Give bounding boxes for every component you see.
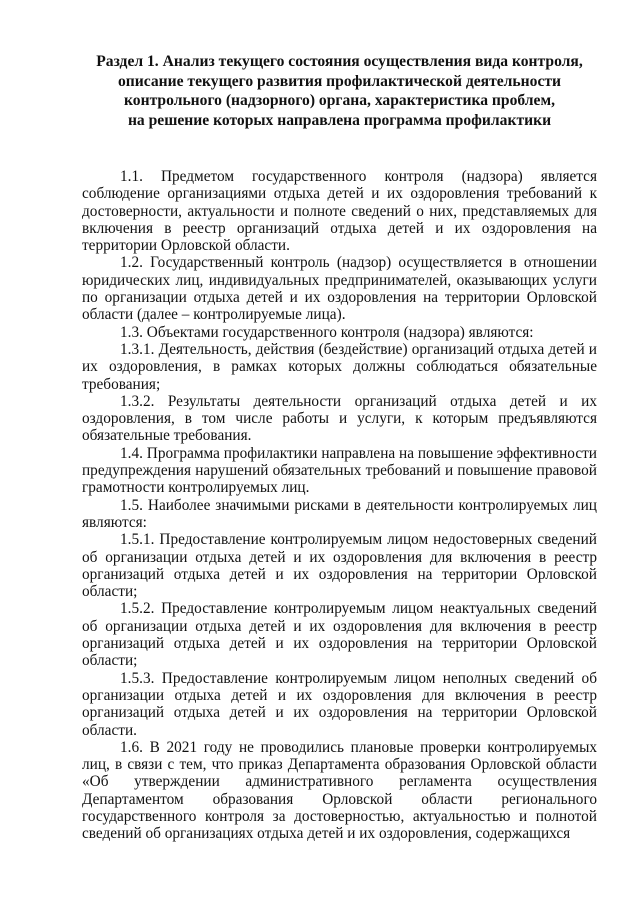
paragraph-1-5-2: 1.5.2. Предоставление контролируемым лицом неактуальных сведений об организации отдыха детей и их оздоровления для включения в реестр организаций отдыха детей и их оздоровления на территории Орловской области; [82, 600, 597, 670]
paragraph-1-3-2: 1.3.2. Результаты деятельности организаций отдыха детей и их оздоровления, в том числе работы и услуги, к которым предъявляются обязательные требования. [82, 392, 597, 445]
paragraph-1-5: 1.5. Наиболее значимыми рисками в деятельности контролируемых лиц являются: [82, 496, 597, 531]
paragraph-1-4: 1.4. Программа профилактики направлена на повышение эффективности предупреждения нарушений обязательных требований и повышение правовой грамотности контролируемых лиц. [82, 444, 597, 497]
paragraph-1-6: 1.6. В 2021 году не проводились плановые проверки контролируемых лиц, в связи с тем, что приказ Департамента образования Орловской области «Об утверждении административного регламента осуществления Департаментом образования Орловской области регионального государственного контроля за достоверностью, актуальностью и полнотой сведений об организациях отдыха детей и их оздоровления, содержащихся [82, 738, 597, 843]
paragraph-1-3-1: 1.3.1. Деятельность, действия (бездействие) организаций отдыха детей и их оздоровления, в рамках которых должны соблюдаться обязательные требования; [82, 340, 597, 393]
paragraph-1-5-3: 1.5.3. Предоставление контролируемым лицом неполных сведений об организации отдыха детей и их оздоровления для включения в реестр организаций отдыха детей и их оздоровления на территории Орловской области. [82, 669, 597, 739]
heading-line: на решение которых направлена программа профилактики [127, 111, 552, 129]
document-page [82, 52, 597, 843]
heading-line: Раздел 1. Анализ текущего состояния осуществления вида контроля, [96, 53, 583, 70]
paragraph-1-2: 1.2. Государственный контроль (надзор) осуществляется в отношении юридических лиц, индивидуальных предпринимателей, оказывающих услуги по организации отдыха детей и их оздоровления на территории Орловской области (далее – контролируемые лица). [82, 254, 597, 324]
heading-line: контрольного (надзорного) органа, характеристика проблем, [124, 92, 555, 109]
paragraph-1-1: 1.1. Предметом государственного контроля (надзора) является соблюдение организациями отдыха детей и их оздоровления требований к достоверности, актуальности и полноте сведений о них, представляемых для включения в реестр организаций отдыха детей и их оздоровления на территории Орловской области. [82, 168, 597, 255]
section-heading [82, 52, 597, 130]
paragraph-1-5-1: 1.5.1. Предоставление контролируемым лицом недостоверных сведений об организации отдыха детей и их оздоровления для включения в реестр организаций отдыха детей и их оздоровления на территории Орловской области; [82, 531, 597, 601]
paragraph-1-3: 1.3. Объектами государственного контроля (надзора) являются: [120, 323, 534, 341]
heading-line: описание текущего развития профилактической деятельности [117, 72, 562, 90]
